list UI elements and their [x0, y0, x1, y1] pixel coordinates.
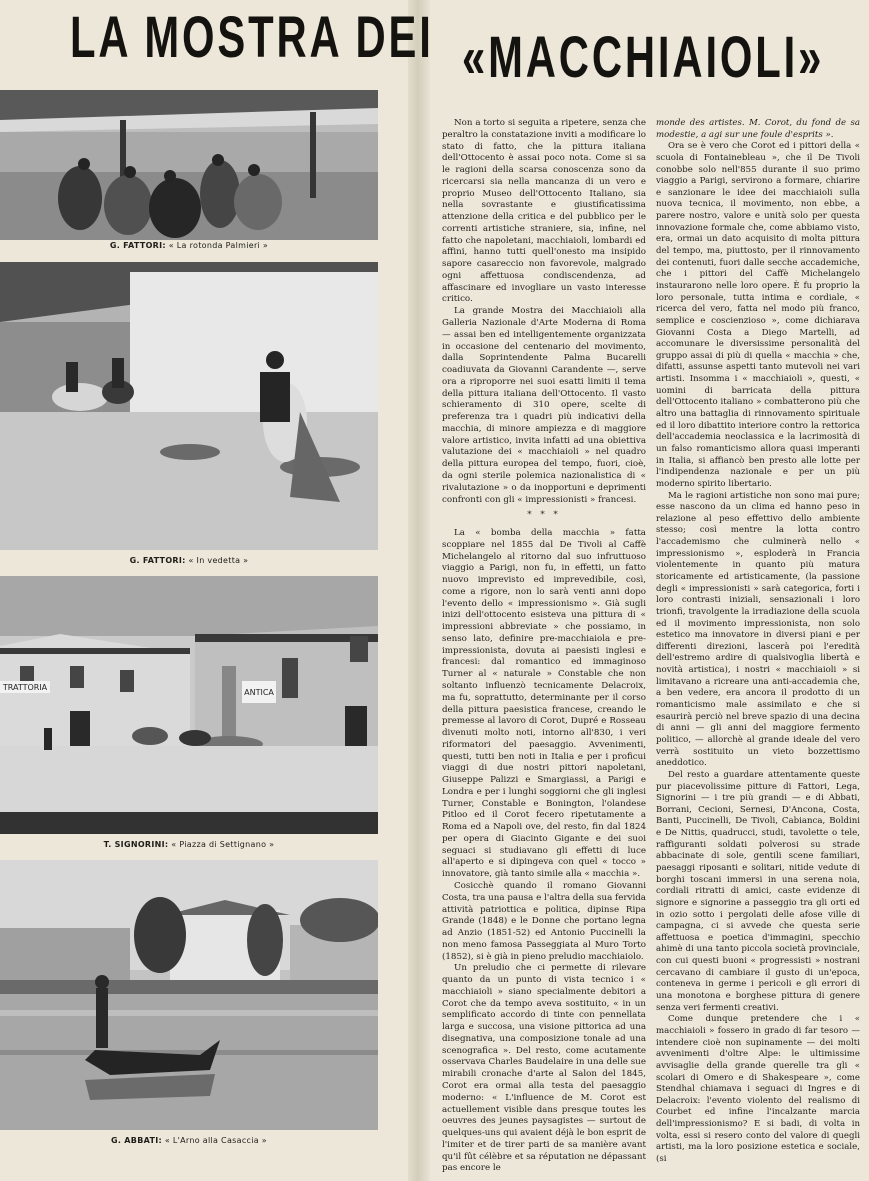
- paragraph: La grande Mostra dei Macchiaioli alla Galleria Nazionale d'Arte Moderna di Roma — assai ben ed intelligentemente organizzata in occasione del centenario del movimento, dalla Soprintendente Palma Bucarelli coadiuvata da Giovanni Carandente —, serve ora a riproporre nei suoi esatti limiti il tema della pittura italiana dell'Ottocento. Il vasto schieramento di 310 opere, scelte di preferenza tra i quadri più indicativi della macchia, di minore ampiezza e di maggiore valore artistico, invita infatti ad una obiettiva valutazione dei « macchiaioli » nel quadro della pittura europea del tempo, fuori, cioè, da ogni sterile polemica nazionalistica di « rivalutazione » o da inopportuni e deprimenti confronti con gli « impressionisti » francesi.: [442, 306, 646, 505]
- article-column-1: [442, 118, 646, 1175]
- trattoria-sign: TRATTORIA: [2, 683, 48, 692]
- caption-artist: G. ABBATI:: [111, 1136, 162, 1145]
- caption-photo-1: [0, 241, 378, 250]
- caption-artist: G. FATTORI:: [109, 241, 166, 250]
- paragraph: monde des artistes. M. Corot, du fond de sa modestie, a agi sur une foule d'esprits ».: [656, 118, 860, 140]
- caption-artist: T. SIGNORINI:: [103, 840, 169, 849]
- caption-artist: G. FATTORI:: [129, 556, 186, 565]
- photo-piazza-settignano: [0, 576, 378, 834]
- caption-photo-4: [0, 1136, 378, 1145]
- paragraph: La « bomba della macchia » fatta scoppiare nel 1855 dal De Tivoli al Caffè Michelangelo al ritorno dal suo infruttuoso viaggio a Parigi, non fu, in effetti, un fatto nuovo imprevisto ed imprevedibile, così, come a rigore, non lo sarà venti anni dopo l'evento dello « impressionismo ». Già sugli inizi dell'ottocento esisteva una pittura di « impressioni abbreviate » che possiamo, in senso lato, definire pre-macchiaiola e pre-impressionista, dovuta ai paesisti inglesi e francesi: dal romantico ed immaginoso Turner al « naturale » Constable che non soltanto influenzò tecnicamente Delacroix, ma fu, soprattutto, determinante per il corso della pittura paesistica francese, creando le premesse al lavoro di Corot, Dupré e Rosseau divenuti molto noti, intorno all'830, i veri riformatori del paesaggio. Avvenimenti, questi, tutti ben noti in Italia e per i proficui viaggi di due nostri pittori napoletani, Giuseppe Palizzi e Smargiassi, a Parigi e Londra e per i lunghi soggiorni che gli inglesi Turner, Constable e Bonington, l'olandese Pitloo ed il Corot fecero ripetutamente a Roma ed a Napoli ove, del resto, fin dal 1824 per opera di Giacinto Gigante e dei suoi seguaci si studiavano gli effetti di luce all'aperto e si dipingeva con quel « tocco » innovatore, già tanto simile alla « macchia ».: [442, 528, 646, 880]
- article-column-2: [656, 118, 860, 1166]
- paragraph: Del resto a guardare attentamente queste pur piacevolissime pitture di Fattori, Lega, Signorini — i tre più grandi — e di Abbati, Borrani, Cecioni, Sernesi, D'Ancona, Costa, Banti, Puccinelli, De Tivoli, Cabianca, Boldini e De Nittis, quadrucci, studi, tavolette o tele, raffiguranti soldati polverosi su strade abbacinate di sole, gentili scene familiari, paesaggi riposanti e solitari, nitide vedute di borghi toscani immersi in una serena noia, cordiali ritratti di amici, caste evidenze di signore e signorine a passeggio tra gli orti ed in ozio sotto i pergolati delle afose ville di campagna, ci si avvede che questa serie affettuosa e poetica d'immagini, specchio ahimè di una tanto piccola società provinciale, con cui questi buoni « progressisti » nostrani cercavano di cambiare il gusto di un'epoca, conteneva in germe i pericoli e gli errori di una monotona e borghese pittura di genere senza veri fermenti creativi.: [656, 769, 860, 1013]
- caption-title: « In vedetta »: [188, 556, 249, 565]
- paragraph: Ora se è vero che Corot ed i pittori della « scuola di Fontainebleau », che il De Tivoli conobbe solo nell'855 durante il suo primo viaggio a Parigi, servirono a formare, chiarire e sanzionare le idee dei macchiaioli sulla nuova tecnica, il movimento, non ebbe, a parere nostro, valore e unità solo per questa innovazione formale che, come abbiamo visto, era, ormai un dato acquisito di molta pittura del tempo, ma, piuttosto, per il rinnovamento dei contenuti, fuori dalle secche accademiche, che i pittori del Caffè Michelangelo instaurarono nelle loro opere. È fu proprio la loro personale, tutta intima e cordiale, « ricerca del vero, fatta nel modo più franco, semplice e coscienzioso », come dichiarava Giovanni Costa a Diego Martelli, ad accomunare le diversissime personalità del gruppo assai di più di quella « macchia » che, difatti, assunse aspetti tanto mutevoli nei vari artisti. Insomma i « macchiaioli », questi, « uomini di barricata della pittura dell'Ottocento italiano » combatterono più che altro una battaglia di rinnovamento spirituale ed il loro dibattito interiore contro la rettorica dell'accademia neoclassica e la lacrimosità di un falso romanticismo allora quasi imperanti in Italia, si affiancò ben presto alle lotte per l'indipendenza nazionale e per un più moderno spirito libertario.: [656, 141, 860, 489]
- paragraph: Non a torto si seguita a ripetere, senza che peraltro la constatazione inviti a modificare lo stato di fatto, che la pittura italiana dell'Ottocento è assai poco nota. Come si sa le ragioni della scarsa conoscenza sono da ricercarsi sia nella mancanza di un vero e proprio Museo dell'Ottocento Italiano, sia nella sovrastante e giustificatissima attenzione della critica e del pubblico per le correnti artistiche straniere, sia, infine, nel fatto che napoletani, macchiaioli, lombardi ed affini, hanno tutti quell'onesto ma insipido sapore casareccio non favorevole, malgrado ogni affettuosa condiscendenza, ad affascinare ed invogliare un vasto interesse critico.: [442, 118, 646, 305]
- paragraph: Ma le ragioni artistiche non sono mai pure; esse nascono da un clima ed hanno peso in relazione al peso effettivo dello ambiente stesso; così mentre la lotta contro l'accademismo che culminerà nello « impressionismo », esploderà in Francia violentemente in quanto più matura storicamente ed artisticamente, (la passione degli « impressionisti » sarà categorica, forti i loro contrasti iniziali, sensazionali i loro trionfi, travolgente la irradiazione della scuola ed il movimento impressionista, non solo estetico ma innovatore in diversi piani e per differenti direzioni, lascerà poi l'eredità dell'estremo ardire di qualsivoglia libertà e novità artistica), i nostri « macchiaioli » si limitavano a ricreare una anti-accademia che, a ben vedere, era ancora il prodotto di un romanticismo male assimilato e che si esaurirà perciò nel breve spazio di una decina di anni — gli anni del maggiore fermento politico, — allorchè al grande ideale del vero verrà sostituito un vieto bozzettismo aneddotico.: [656, 490, 860, 769]
- photo-arno-casaccia: [0, 860, 378, 1130]
- headline-left: LA MOSTRA DEI: [70, 5, 434, 70]
- left-page: [0, 0, 434, 1181]
- paragraph: Un preludio che ci permette di rilevare quanto da un punto di vista tecnico i « macchiaioli » siano specialmente debitori a Corot che da tempo aveva sostituito, « in un semplificato accordo di tinte con pennellata larga e succosa, una visione pittorica ad una disegnativa, una composizione tonale ad una scenografica ». Del resto, come acutamente osservava Charles Baudelaire in una delle sue mirabili cronache d'arte al Salon del 1845, Corot era ormai alla testa del paesaggio moderno: « L'influence de M. Corot est actuellement visible dans presque toutes les oeuvres des jeunes paysagistes — surtout de quelques-uns qui avaient déjà le bon esprit de l'imiter et de tirer parti de sa manière avant qu'il fût célèbre et sa réputation ne dépassant pas encore le: [442, 963, 646, 1174]
- caption-photo-2: [0, 556, 378, 565]
- caption-title: « L'Arno alla Casaccia »: [164, 1136, 267, 1145]
- right-page: [430, 0, 869, 1181]
- antica-sign: ANTICA: [244, 688, 274, 697]
- paragraph: Cosicchè quando il romano Giovanni Costa, tra una pausa e l'altra della sua fervida attività patriottica e politica, dipinse Ripa Grande (1848) e le Donne che portano legna ad Anzio (1851-52) ed Antonio Puccinelli la non meno famosa Passeggiata al Muro Torto (1852), si è già in pieno preludio macchiaiolo.: [442, 881, 646, 962]
- photo-in-vedetta: [0, 262, 378, 550]
- caption-photo-3: [0, 840, 378, 849]
- photo-rotonda-palmieri: [0, 90, 378, 240]
- headline-right: «MACCHIAIOLI»: [462, 25, 825, 90]
- paragraph: Come dunque pretendere che i « macchiaioli » fossero in grado di far tesoro — intendere cioè non supinamente — dei molti avvenimenti d'oltre Alpe: le ultimissime avvisaglie della grande querelle tra gli « scolari di Omero e di Shakespeare », come Stendhal chiamava i seguaci di Ingres e di Delacroix: l'evento violento del realismo di Courbet ed infine l'incalzante marcia dell'impressionismo? E si badi, di volta in volta, essi si resero conto del valore di quegli artisti, ma la loro posizione estetica e sociale, (si: [656, 1014, 860, 1165]
- caption-title: « Piazza di Settignano »: [171, 840, 275, 849]
- page-fold: [408, 0, 430, 1181]
- section-separator: * * *: [527, 510, 561, 521]
- caption-title: « La rotonda Palmieri »: [168, 241, 269, 250]
